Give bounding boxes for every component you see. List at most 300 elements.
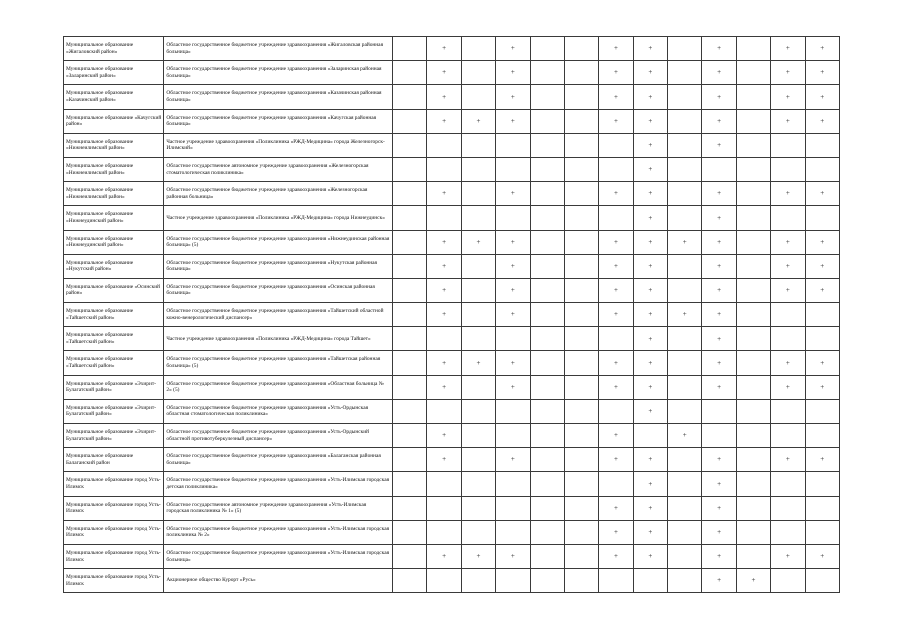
mark-cell: [668, 109, 702, 133]
mark-cell: +: [633, 182, 667, 206]
mark-cell: +: [805, 61, 840, 85]
mark-cell: [599, 399, 633, 423]
mark-cell: +: [461, 351, 495, 375]
mark-cell: [564, 278, 598, 302]
municipality-cell: Муниципальное образование «Нижнеудинский район»: [64, 230, 164, 254]
mark-cell: +: [633, 351, 667, 375]
mark-cell: [668, 351, 702, 375]
mark-cell: +: [633, 399, 667, 423]
mark-cell: [393, 496, 427, 520]
mark-cell: [668, 37, 702, 61]
mark-cell: +: [427, 424, 461, 448]
table-row: [64, 230, 840, 254]
table-row: [64, 399, 840, 423]
mark-cell: +: [633, 544, 667, 568]
mark-cell: [771, 206, 805, 230]
mark-cell: +: [702, 351, 736, 375]
organization-cell: Областное государственное бюджетное учреждение здравоохранения «Усть-Илимская городская поликлиника № 2»: [164, 520, 393, 544]
mark-cell: +: [633, 254, 667, 278]
mark-cell: [564, 182, 598, 206]
organization-cell: Областное государственное бюджетное учреждение здравоохранения «Казачинская районная больница»: [164, 85, 393, 109]
mark-cell: [668, 399, 702, 423]
municipality-cell: Муниципальное образование «Нижнеилимский район»: [64, 182, 164, 206]
table-row: [64, 472, 840, 496]
mark-cell: [530, 520, 564, 544]
mark-cell: [427, 496, 461, 520]
mark-cell: [668, 375, 702, 399]
municipality-cell: Муниципальное образование город Усть-Илимск: [64, 569, 164, 593]
mark-cell: [530, 303, 564, 327]
mark-cell: +: [633, 375, 667, 399]
mark-cell: [564, 544, 598, 568]
table-row: [64, 424, 840, 448]
mark-cell: [564, 520, 598, 544]
mark-cell: [599, 327, 633, 351]
mark-cell: [564, 424, 598, 448]
mark-cell: +: [771, 278, 805, 302]
mark-cell: [393, 254, 427, 278]
mark-cell: +: [496, 37, 530, 61]
mark-cell: +: [427, 375, 461, 399]
mark-cell: [564, 133, 598, 157]
mark-cell: [496, 157, 530, 181]
mark-cell: +: [771, 61, 805, 85]
mark-cell: [461, 448, 495, 472]
mark-cell: +: [599, 496, 633, 520]
mark-cell: +: [599, 424, 633, 448]
mark-cell: [736, 375, 770, 399]
mark-cell: [805, 133, 840, 157]
organization-cell: Областное государственное бюджетное учреждение здравоохранения «Усть-Илимская городская детская поликлиника»: [164, 472, 393, 496]
mark-cell: [427, 472, 461, 496]
mark-cell: [771, 399, 805, 423]
mark-cell: [564, 230, 598, 254]
mark-cell: +: [702, 569, 736, 593]
mark-cell: [599, 157, 633, 181]
mark-cell: [530, 472, 564, 496]
mark-cell: +: [633, 109, 667, 133]
table-row: [64, 569, 840, 593]
mark-cell: [736, 254, 770, 278]
mark-cell: [496, 206, 530, 230]
mark-cell: [771, 520, 805, 544]
table-row: [64, 351, 840, 375]
mark-cell: [805, 472, 840, 496]
mark-cell: +: [427, 61, 461, 85]
mark-cell: +: [633, 133, 667, 157]
mark-cell: [805, 424, 840, 448]
mark-cell: +: [805, 85, 840, 109]
municipality-cell: Муниципальное образование «Казачинский район»: [64, 85, 164, 109]
mark-cell: [736, 37, 770, 61]
table-row: [64, 61, 840, 85]
mark-cell: [393, 448, 427, 472]
mark-cell: [427, 327, 461, 351]
mark-cell: [736, 109, 770, 133]
mark-cell: +: [496, 109, 530, 133]
mark-cell: +: [461, 544, 495, 568]
mark-cell: +: [633, 520, 667, 544]
mark-cell: +: [599, 254, 633, 278]
mark-cell: +: [805, 278, 840, 302]
mark-cell: +: [496, 61, 530, 85]
mark-cell: +: [461, 230, 495, 254]
mark-cell: [461, 157, 495, 181]
mark-cell: +: [427, 544, 461, 568]
mark-cell: +: [805, 182, 840, 206]
mark-cell: +: [599, 448, 633, 472]
mark-cell: [564, 351, 598, 375]
mark-cell: [564, 109, 598, 133]
mark-cell: [461, 278, 495, 302]
mark-cell: [530, 37, 564, 61]
mark-cell: +: [771, 109, 805, 133]
mark-cell: +: [805, 109, 840, 133]
mark-cell: [771, 303, 805, 327]
mark-cell: [461, 254, 495, 278]
mark-cell: +: [702, 133, 736, 157]
mark-cell: [393, 424, 427, 448]
mark-cell: +: [427, 109, 461, 133]
organization-cell: Областное государственное бюджетное учреждение здравоохранения «Осинская районная больница»: [164, 278, 393, 302]
mark-cell: [564, 496, 598, 520]
organization-cell: Областное государственное бюджетное учреждение здравоохранения «Заларинская районная больница»: [164, 61, 393, 85]
municipality-cell: Муниципальное образование «Осинский район»: [64, 278, 164, 302]
organization-cell: Областное государственное бюджетное учреждение здравоохранения «Усть-Ордынская областная стоматологическая поликлиника»: [164, 399, 393, 423]
mark-cell: [771, 133, 805, 157]
mark-cell: [530, 133, 564, 157]
mark-cell: +: [771, 85, 805, 109]
organization-cell: Областное государственное бюджетное учреждение здравоохранения «Усть-Илимская городская больница»: [164, 544, 393, 568]
mark-cell: [668, 85, 702, 109]
mark-cell: [393, 351, 427, 375]
table-row: [64, 157, 840, 181]
mark-cell: +: [702, 182, 736, 206]
mark-cell: [530, 351, 564, 375]
mark-cell: [805, 327, 840, 351]
mark-cell: +: [427, 278, 461, 302]
mark-cell: +: [668, 424, 702, 448]
mark-cell: [736, 303, 770, 327]
table-row: [64, 109, 840, 133]
mark-cell: [771, 496, 805, 520]
mark-cell: +: [427, 182, 461, 206]
mark-cell: +: [633, 496, 667, 520]
mark-cell: +: [805, 544, 840, 568]
mark-cell: [496, 424, 530, 448]
mark-cell: [564, 37, 598, 61]
table-row: [64, 37, 840, 61]
mark-cell: +: [771, 448, 805, 472]
mark-cell: [393, 375, 427, 399]
mark-cell: [496, 496, 530, 520]
mark-cell: [393, 472, 427, 496]
mark-cell: +: [702, 37, 736, 61]
mark-cell: [393, 206, 427, 230]
mark-cell: [530, 375, 564, 399]
table-row: [64, 327, 840, 351]
mark-cell: [530, 182, 564, 206]
mark-cell: [393, 37, 427, 61]
mark-cell: +: [496, 278, 530, 302]
table-body: [64, 37, 840, 593]
mark-cell: [736, 327, 770, 351]
mark-cell: [393, 182, 427, 206]
mark-cell: +: [496, 303, 530, 327]
organization-cell: Областное государственное бюджетное учреждение здравоохранения «Тайшетский областной кожно-венерологический диспансер»: [164, 303, 393, 327]
mark-cell: [530, 327, 564, 351]
mark-cell: +: [496, 351, 530, 375]
mark-cell: +: [633, 206, 667, 230]
mark-cell: [771, 472, 805, 496]
mark-cell: +: [599, 182, 633, 206]
mark-cell: [668, 448, 702, 472]
mark-cell: [736, 399, 770, 423]
mark-cell: [736, 206, 770, 230]
mark-cell: +: [805, 351, 840, 375]
mark-cell: +: [702, 230, 736, 254]
mark-cell: +: [599, 303, 633, 327]
municipality-cell: Муниципальное образование «Нукутский район»: [64, 254, 164, 278]
mark-cell: [427, 133, 461, 157]
mark-cell: +: [599, 61, 633, 85]
mark-cell: [530, 61, 564, 85]
mark-cell: [530, 206, 564, 230]
mark-cell: +: [599, 278, 633, 302]
mark-cell: [805, 569, 840, 593]
municipality-cell: Муниципальное образование «Качугский район»: [64, 109, 164, 133]
mark-cell: +: [496, 182, 530, 206]
mark-cell: +: [427, 351, 461, 375]
mark-cell: +: [702, 327, 736, 351]
mark-cell: [461, 375, 495, 399]
mark-cell: +: [702, 109, 736, 133]
mark-cell: [805, 496, 840, 520]
mark-cell: [736, 230, 770, 254]
mark-cell: [530, 85, 564, 109]
municipality-cell: Муниципальное образование город Усть-Илимск: [64, 520, 164, 544]
mark-cell: [668, 254, 702, 278]
mark-cell: [736, 496, 770, 520]
mark-cell: [530, 424, 564, 448]
organization-cell: Областное государственное бюджетное учреждение здравоохранения «Тайшетская районная больница» (5): [164, 351, 393, 375]
mark-cell: [393, 520, 427, 544]
mark-cell: +: [599, 230, 633, 254]
mark-cell: +: [496, 254, 530, 278]
organization-cell: Областное государственное автономное учреждение здравоохранения «Железногорская стоматологическая поликлиника»: [164, 157, 393, 181]
mark-cell: [461, 520, 495, 544]
mark-cell: [393, 230, 427, 254]
mark-cell: [702, 399, 736, 423]
table-row: [64, 254, 840, 278]
mark-cell: +: [702, 496, 736, 520]
mark-cell: [393, 85, 427, 109]
mark-cell: [771, 327, 805, 351]
municipality-cell: Муниципальное образование «Жигаловский район»: [64, 37, 164, 61]
mark-cell: [736, 85, 770, 109]
mark-cell: [564, 61, 598, 85]
organization-cell: Областное государственное бюджетное учреждение здравоохранения «Областная больница № 2» (5): [164, 375, 393, 399]
mark-cell: [668, 133, 702, 157]
organization-cell: Областное государственное бюджетное учреждение здравоохранения «Нижнеудинская районная больница» (5): [164, 230, 393, 254]
organization-cell: Областное государственное бюджетное учреждение здравоохранения «Жигаловская районная больница»: [164, 37, 393, 61]
mark-cell: +: [805, 37, 840, 61]
table-row: [64, 85, 840, 109]
municipality-cell: Муниципальное образование «Нижнеилимский район»: [64, 133, 164, 157]
municipality-cell: Муниципальное образование «Заларинский район»: [64, 61, 164, 85]
mark-cell: [702, 424, 736, 448]
mark-cell: +: [599, 351, 633, 375]
mark-cell: +: [702, 375, 736, 399]
mark-cell: +: [702, 472, 736, 496]
mark-cell: [461, 61, 495, 85]
mark-cell: +: [633, 472, 667, 496]
mark-cell: [564, 399, 598, 423]
mark-cell: [805, 520, 840, 544]
mark-cell: +: [771, 230, 805, 254]
mark-cell: +: [461, 109, 495, 133]
mark-cell: +: [496, 230, 530, 254]
organization-cell: Частное учреждение здравоохранения «Поликлиника «РЖД-Медицина» города Тайшет»: [164, 327, 393, 351]
mark-cell: [393, 109, 427, 133]
mark-cell: +: [633, 327, 667, 351]
mark-cell: [633, 569, 667, 593]
mark-cell: [564, 569, 598, 593]
mark-cell: [805, 303, 840, 327]
mark-cell: [668, 569, 702, 593]
mark-cell: +: [805, 230, 840, 254]
mark-cell: +: [702, 448, 736, 472]
mark-cell: [496, 569, 530, 593]
organization-cell: Областное государственное бюджетное учреждение здравоохранения «Балаганская районная больница»: [164, 448, 393, 472]
mark-cell: +: [427, 303, 461, 327]
municipality-cell: Муниципальное образование «Тайшетский район»: [64, 327, 164, 351]
organization-cell: Областное государственное бюджетное учреждение здравоохранения «Качугская районная больница»: [164, 109, 393, 133]
mark-cell: +: [427, 254, 461, 278]
mark-cell: [393, 278, 427, 302]
mark-cell: [530, 448, 564, 472]
mark-cell: +: [599, 375, 633, 399]
mark-cell: [736, 61, 770, 85]
mark-cell: [805, 206, 840, 230]
mark-cell: [668, 327, 702, 351]
mark-cell: [668, 61, 702, 85]
mark-cell: [393, 399, 427, 423]
mark-cell: [736, 157, 770, 181]
mark-cell: [427, 569, 461, 593]
mark-cell: [736, 351, 770, 375]
mark-cell: +: [702, 85, 736, 109]
mark-cell: [599, 133, 633, 157]
mark-cell: [599, 569, 633, 593]
mark-cell: [668, 157, 702, 181]
mark-cell: +: [771, 375, 805, 399]
mark-cell: +: [633, 61, 667, 85]
mark-cell: [427, 520, 461, 544]
mark-cell: +: [633, 230, 667, 254]
mark-cell: +: [771, 37, 805, 61]
mark-cell: [771, 424, 805, 448]
mark-cell: [461, 206, 495, 230]
table-row: [64, 544, 840, 568]
mark-cell: +: [702, 544, 736, 568]
mark-cell: [668, 520, 702, 544]
municipality-cell: Муниципальное образование «Эхирит-Булагатский район»: [64, 424, 164, 448]
mark-cell: +: [599, 85, 633, 109]
mark-cell: +: [599, 109, 633, 133]
mark-cell: +: [805, 254, 840, 278]
organization-cell: Областное государственное автономное учреждение здравоохранения «Усть-Илимская городская поликлиника № 1» (5): [164, 496, 393, 520]
mark-cell: +: [771, 351, 805, 375]
municipality-cell: Муниципальное образование «Нижнеилимский район»: [64, 157, 164, 181]
mark-cell: +: [805, 448, 840, 472]
mark-cell: +: [599, 544, 633, 568]
mark-cell: [393, 133, 427, 157]
mark-cell: [393, 61, 427, 85]
mark-cell: [771, 569, 805, 593]
mark-cell: [530, 254, 564, 278]
mark-cell: +: [668, 303, 702, 327]
mark-cell: [564, 303, 598, 327]
municipality-cell: Муниципальное образование «Эхирит-Булагатский район»: [64, 399, 164, 423]
mark-cell: [461, 424, 495, 448]
mark-cell: [564, 327, 598, 351]
mark-cell: [668, 278, 702, 302]
table-row: [64, 303, 840, 327]
municipality-cell: Муниципальное образование «Нижнеудинский район»: [64, 206, 164, 230]
mark-cell: +: [702, 254, 736, 278]
mark-cell: [530, 496, 564, 520]
document-page: [63, 36, 840, 593]
mark-cell: +: [633, 448, 667, 472]
mark-cell: [461, 399, 495, 423]
mark-cell: +: [702, 520, 736, 544]
organization-cell: Частное учреждение здравоохранения «Поликлиника «РЖД-Медицина» города Нижнеудинск»: [164, 206, 393, 230]
mark-cell: +: [427, 37, 461, 61]
mark-cell: [668, 472, 702, 496]
organization-cell: Областное государственное бюджетное учреждение здравоохранения «Нукутская районная больница»: [164, 254, 393, 278]
mark-cell: [393, 157, 427, 181]
mark-cell: [564, 254, 598, 278]
mark-cell: [668, 182, 702, 206]
mark-cell: +: [427, 85, 461, 109]
mark-cell: +: [633, 303, 667, 327]
table-row: [64, 133, 840, 157]
organization-cell: Частное учреждение здравоохранения «Поликлиника «РЖД-Медицина» города Железногорск-Илимский»: [164, 133, 393, 157]
mark-cell: +: [771, 254, 805, 278]
mark-cell: +: [736, 569, 770, 593]
mark-cell: +: [496, 544, 530, 568]
mark-cell: [599, 206, 633, 230]
table-row: [64, 496, 840, 520]
municipality-cell: Муниципальное образование «Тайшетский район»: [64, 351, 164, 375]
mark-cell: [461, 303, 495, 327]
mark-cell: [393, 303, 427, 327]
mark-cell: +: [633, 37, 667, 61]
mark-cell: [393, 544, 427, 568]
mark-cell: [496, 472, 530, 496]
mark-cell: [427, 157, 461, 181]
mark-cell: +: [668, 230, 702, 254]
mark-cell: [496, 327, 530, 351]
municipality-cell: Муниципальное образование город Усть-Илимск: [64, 472, 164, 496]
mark-cell: [530, 230, 564, 254]
table-row: [64, 520, 840, 544]
table-row: [64, 448, 840, 472]
mark-cell: [461, 133, 495, 157]
mark-cell: [736, 133, 770, 157]
mark-cell: [805, 399, 840, 423]
